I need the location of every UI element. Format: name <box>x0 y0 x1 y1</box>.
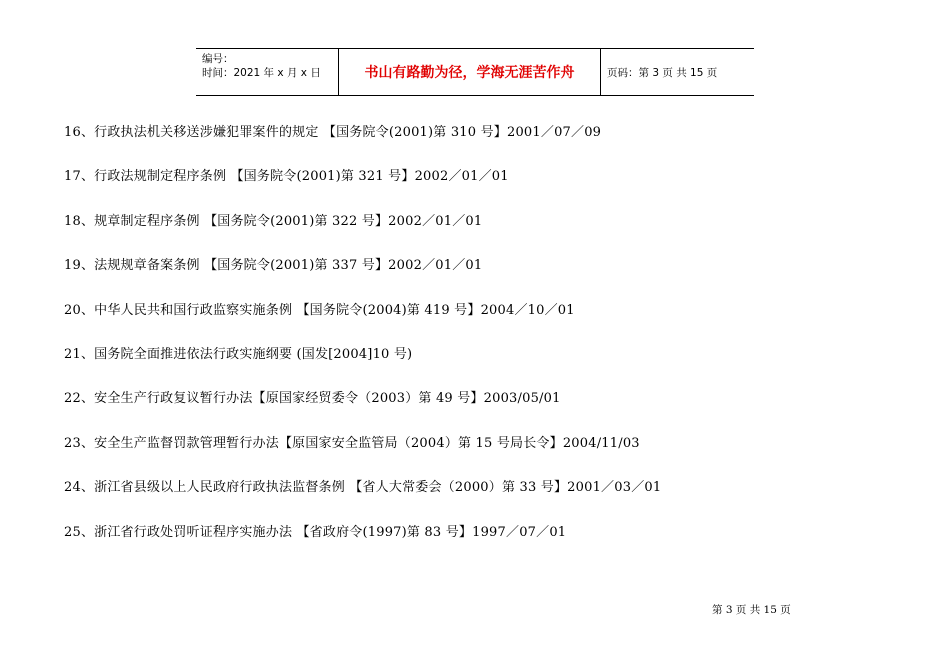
list-item: 21、国务院全面推进依法行政实施纲要 (国发[2004]10 号) <box>64 346 413 362</box>
list-item: 23、安全生产监督罚款管理暂行办法【原国家安全监管局（2004）第 15 号局长令】2004/11/03 <box>64 435 640 451</box>
list-item: 25、浙江省行政处罚听证程序实施办法 【省政府令(1997)第 83 号】1997／07／01 <box>64 524 567 540</box>
list-item: 17、行政法规制定程序条例 【国务院令(2001)第 321 号】2002／01／01 <box>64 169 509 185</box>
list-item: 19、法规规章备案条例 【国务院令(2001)第 337 号】2002／01／01 <box>64 258 483 274</box>
time-label: 时间：2021 年 x 月 x 日 <box>202 67 321 79</box>
page-footer: 第 3 页 共 15 页 <box>712 604 791 616</box>
header-meta-cell <box>196 49 339 95</box>
page-label: 页码：第 3 页 共 15 页 <box>607 66 718 79</box>
motto-text: 书山有路勤为径，学海无涯苦作舟 <box>364 65 575 81</box>
document-header <box>196 48 754 96</box>
page-info-cell <box>601 49 754 95</box>
motto-cell <box>339 49 601 95</box>
list-item: 20、中华人民共和国行政监察实施条例 【国务院令(2004)第 419 号】2004／10／01 <box>64 302 575 318</box>
list-item: 18、规章制定程序条例 【国务院令(2001)第 322 号】2002／01／01 <box>64 213 483 229</box>
number-label: 编号： <box>202 53 234 65</box>
list-item: 16、行政执法机关移送涉嫌犯罪案件的规定 【国务院令(2001)第 310 号】2001／07／09 <box>64 125 602 140</box>
list-item: 24、浙江省县级以上人民政府行政执法监督条例 【省人大常委会（2000）第 33 号】2001／03／01 <box>64 480 662 496</box>
list-item: 22、安全生产行政复议暂行办法【原国家经贸委令（2003）第 49 号】2003/05/01 <box>64 391 561 407</box>
regulation-list <box>64 122 884 566</box>
